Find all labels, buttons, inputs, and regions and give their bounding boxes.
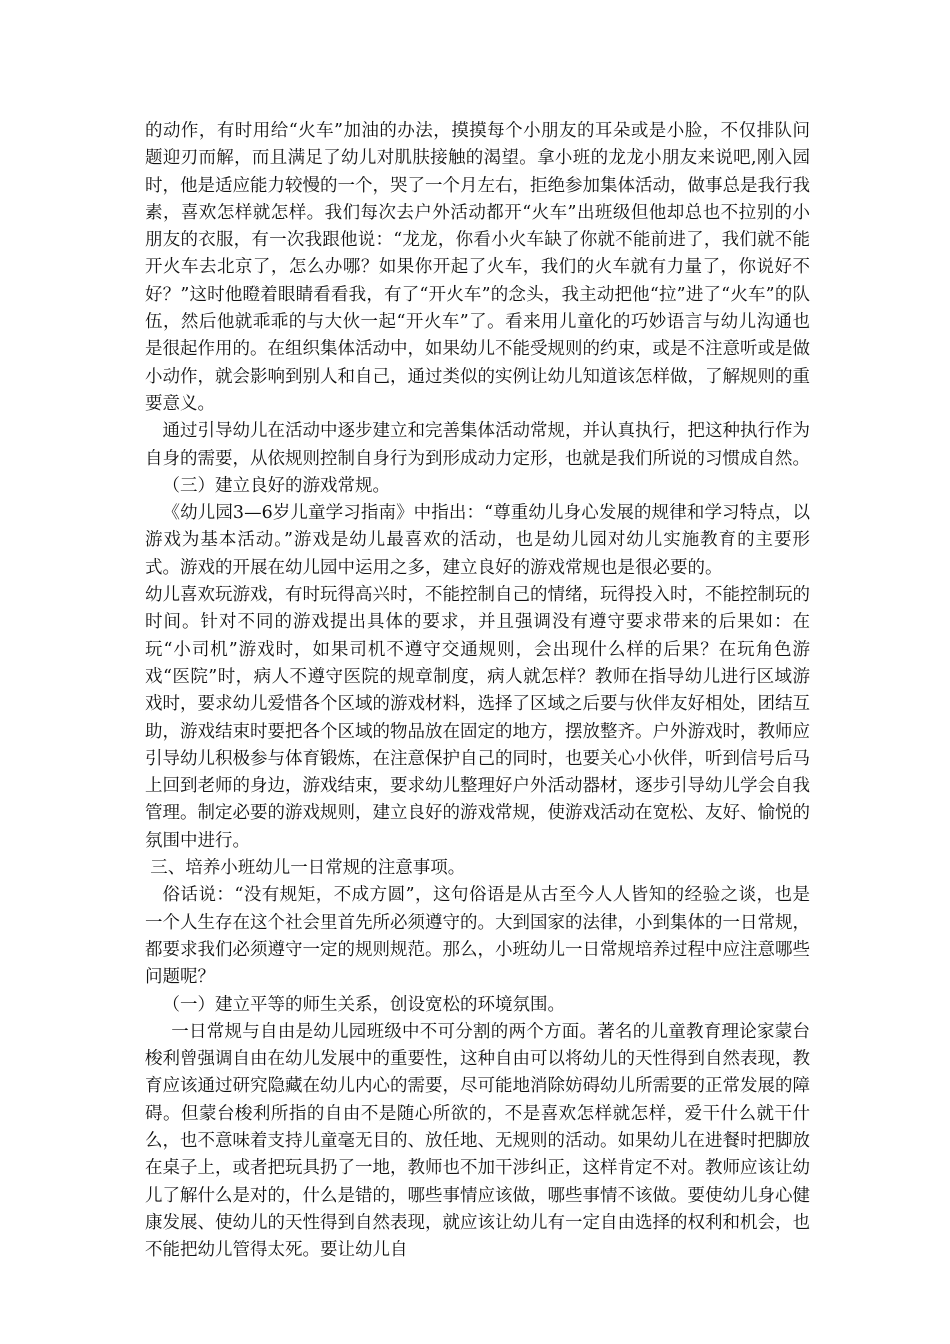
paragraph-train-example: 的动作，有时用给“火车”加油的办法，摸摸每个小朋友的耳朵或是小脸，不仅排队问题迎刃而解，而且满足了幼儿对肌肤接触的渴望。拿小班的龙龙小朋友来说吧,刚入园时，他是适应能力较慢的一个，哭了一个月左右，拒绝参加集体活动，做事总是我行我素，喜欢怎样就怎样。我们每次去户外活动都开“火车”出班级但他却总也不拉别的小朋友的衣服，有一次我跟他说：“龙龙，你看小火车缺了你就不能前进了，我们就不能开火车去北京了，怎么办哪？如果你开起了火车，我们的火车就有力量了，你说好不好？”这时他瞪着眼睛看看我，有了“开火车”的念头，我主动把他“拉”进了“火车”的队伍，然后他就乖乖的与大伙一起“开火车”了。看来用儿童化的巧妙语言与幼儿沟通也是很起作用的。在组织集体活动中，如果幼儿不能受规则的约束，或是不注意听或是做小动作，就会影响到别人和自己，通过类似的实例让幼儿知道该怎样做，了解规则的重要意义。: [145, 121, 810, 414]
paragraph-habit: 通过引导幼儿在活动中逐步建立和完善集体活动常规，并认真执行，把这种执行作为自身的需要，从依规则控制自身行为到形成动力定形，也就是我们所说的习惯成自然。: [145, 421, 810, 469]
section-heading-equal-relationship: （一）建立平等的师生关系，创设宽松的环境氛围。: [162, 994, 565, 1015]
paragraph-freedom: 一日常规与自由是幼儿园班级中不可分割的两个方面。著名的儿童教育理论家蒙台梭利曾强调自由在幼儿发展中的重要性，这种自由可以将幼儿的天性得到自然表现，教育应该通过研究隐藏在幼儿内心的需要，尽可能地消除妨碍幼儿所需要的正常发展的障碍。但蒙台梭利所指的自由不是随心所欲的，不是喜欢怎样就怎样，爱干什么就干什么，也不意味着支持儿童毫无目的、放任地、无规则的活动。如果幼儿在进餐时把脚放在桌子上，或者把玩具扔了一地，教师也不加干涉纠正，这样肯定不对。教师应该让幼儿了解什么是对的，什么是错的，哪些事情应该做，哪些事情不该做。要使幼儿身心健康发展、使幼儿的天性得到自然表现，就应该让幼儿有一定自由选择的权利和机会，也不能把幼儿管得太死。要让幼儿自: [145, 1021, 810, 1261]
paragraph-guide-quote: 《幼儿园3—6岁儿童学习指南》中指出：“尊重幼儿身心发展的规律和学习特点，以游戏为基本活动。”游戏是幼儿最喜欢的活动，也是幼儿园对幼儿实施教育的主要形式。游戏的开展在幼儿园中运用之多，建立良好的游戏常规也是很必要的。: [145, 503, 810, 578]
section-heading-notes: 三、培养小班幼儿一日常规的注意事项。: [150, 858, 466, 879]
paragraph-proverb: 俗话说：“没有规矩，不成方圆”，这句俗语是从古至今人人皆知的经验之谈，也是一个人生存在这个社会里首先所必须遵守的。大到国家的法律，小到集体的一日常规，都要求我们必须遵守一定的规则规范。那么，小班幼儿一日常规培养过程中应注意哪些问题呢？: [145, 885, 810, 988]
section-heading-game-routine: （三）建立良好的游戏常规。: [162, 475, 390, 496]
paragraph-game-rules: 幼儿喜欢玩游戏，有时玩得高兴时，不能控制自己的情绪，玩得投入时，不能控制玩的时间。针对不同的游戏提出具体的要求，并且强调没有遵守要求带来的后果如：在玩“小司机”游戏时，如果司机不遵守交通规则，会出现什么样的后果？在玩角色游戏“医院”时，病人不遵守医院的规章制度，病人就怎样？教师在指导幼儿进行区域游戏时，要求幼儿爱惜各个区域的游戏材料，选择了区域之后要与伙伴友好相处，团结互助，游戏结束时要把各个区域的物品放在固定的地方，摆放整齐。户外游戏时，教师应引导幼儿积极参与体育锻炼，在注意保护自己的同时，也要关心小伙伴，听到信号后马上回到老师的身边，游戏结束，要求幼儿整理好户外活动器材，逐步引导幼儿学会自我管理。制定必要的游戏规则，建立良好的游戏常规，使游戏活动在宽松、友好、愉悦的氛围中进行。: [145, 585, 810, 851]
document-body: [145, 118, 810, 1264]
